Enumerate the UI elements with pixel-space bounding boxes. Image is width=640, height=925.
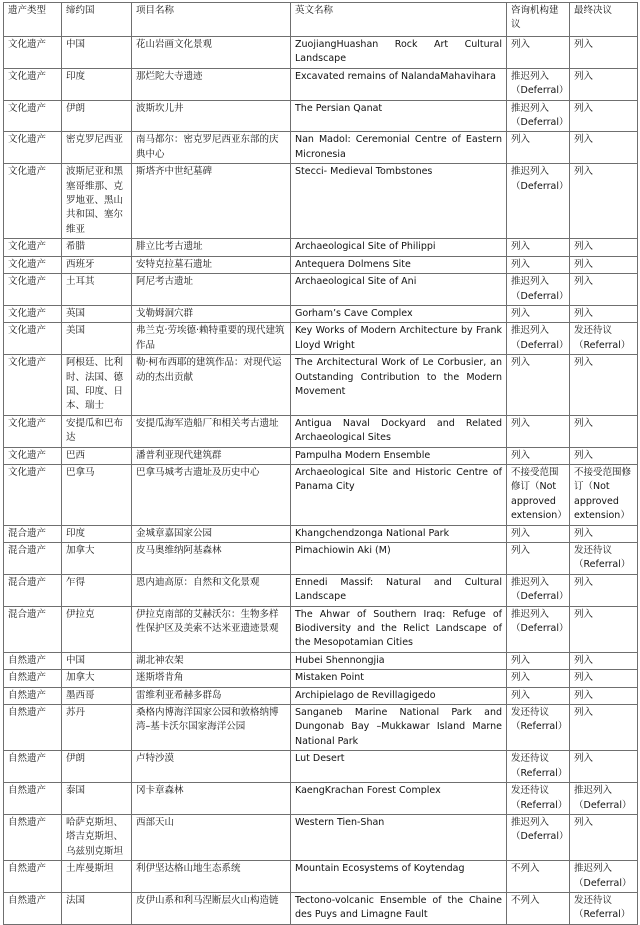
heritage-type-cell: 文化遗产 bbox=[4, 274, 62, 306]
advisory-recommendation-cell: 列入 bbox=[507, 37, 570, 69]
heritage-type-cell: 文化遗产 bbox=[4, 323, 62, 355]
heritage-type-cell: 自然遗产 bbox=[4, 892, 62, 924]
table-row bbox=[4, 274, 638, 306]
site-name-en-cell: Mountain Ecosystems of Koytendag bbox=[291, 861, 507, 893]
site-name-cn-cell: 腓立比考古遗址 bbox=[132, 239, 291, 256]
final-decision-cell: 列入 bbox=[570, 606, 638, 652]
advisory-recommendation-cell: 列入 bbox=[507, 415, 570, 447]
state-party-cell: 加拿大 bbox=[62, 670, 132, 687]
header-final-decision: 最终决议 bbox=[570, 3, 638, 37]
header-site-name-cn: 项目名称 bbox=[132, 3, 291, 37]
site-name-cn-cell: 那烂陀大寺遗迹 bbox=[132, 68, 291, 100]
final-decision-cell: 列入 bbox=[570, 305, 638, 322]
header-advisory-recommendation: 咨询机构建议 bbox=[507, 3, 570, 37]
final-decision-cell: 列入 bbox=[570, 164, 638, 239]
table-row bbox=[4, 164, 638, 239]
site-name-cn-cell: 南马都尔：密克罗尼西亚东部的庆典中心 bbox=[132, 132, 291, 164]
table-row bbox=[4, 783, 638, 815]
state-party-cell: 法国 bbox=[62, 892, 132, 924]
table-row bbox=[4, 256, 638, 273]
table-row bbox=[4, 100, 638, 132]
table-row bbox=[4, 447, 638, 464]
final-decision-cell: 不接受范围修订（Not approved extension） bbox=[570, 464, 638, 525]
state-party-cell: 波斯尼亚和黑塞哥维那、克罗地亚、黑山共和国、塞尔维亚 bbox=[62, 164, 132, 239]
site-name-en-cell: Archaeological Site of Ani bbox=[291, 274, 507, 306]
heritage-type-cell: 自然遗产 bbox=[4, 652, 62, 669]
table-body bbox=[4, 37, 638, 925]
state-party-cell: 安提瓜和巴布达 bbox=[62, 415, 132, 447]
advisory-recommendation-cell: 列入 bbox=[507, 132, 570, 164]
advisory-recommendation-cell: 不列入 bbox=[507, 861, 570, 893]
site-name-cn-cell: 安特克拉墓石遗址 bbox=[132, 256, 291, 273]
advisory-recommendation-cell: 不列入 bbox=[507, 892, 570, 924]
advisory-recommendation-cell: 发还待议（Referral） bbox=[507, 751, 570, 783]
advisory-recommendation-cell: 列入 bbox=[507, 543, 570, 575]
final-decision-cell: 列入 bbox=[570, 574, 638, 606]
site-name-en-cell: Tectono-volcanic Ensemble of the Chaine des Puys and Limagne Fault bbox=[291, 892, 507, 924]
site-name-en-cell: The Ahwar of Southern Iraq: Refuge of Biodiversity and the Relict Landscape of the Mesopotamian Cities bbox=[291, 606, 507, 652]
final-decision-cell: 列入 bbox=[570, 256, 638, 273]
heritage-type-cell: 混合遗产 bbox=[4, 606, 62, 652]
site-name-en-cell: Nan Madol: Ceremonial Centre of Eastern Micronesia bbox=[291, 132, 507, 164]
final-decision-cell: 发还待议（Referral） bbox=[570, 543, 638, 575]
final-decision-cell: 列入 bbox=[570, 447, 638, 464]
heritage-type-cell: 文化遗产 bbox=[4, 415, 62, 447]
table-row bbox=[4, 687, 638, 704]
final-decision-cell: 列入 bbox=[570, 652, 638, 669]
header-site-name-en: 英文名称 bbox=[291, 3, 507, 37]
heritage-type-cell: 文化遗产 bbox=[4, 355, 62, 416]
site-name-en-cell: Archaeological Site and Historic Centre of Panama City bbox=[291, 464, 507, 525]
site-name-cn-cell: 弗兰克·劳埃德·赖特重要的现代建筑作品 bbox=[132, 323, 291, 355]
site-name-en-cell: Key Works of Modern Architecture by Frank Lloyd Wright bbox=[291, 323, 507, 355]
site-name-cn-cell: 西部天山 bbox=[132, 814, 291, 860]
site-name-en-cell: ZuojiangHuashan Rock Art Cultural Landscape bbox=[291, 37, 507, 69]
table-row bbox=[4, 543, 638, 575]
state-party-cell: 印度 bbox=[62, 525, 132, 542]
site-name-cn-cell: 恩内迪高原：自然和文化景观 bbox=[132, 574, 291, 606]
site-name-en-cell: Archaeological Site of Philippi bbox=[291, 239, 507, 256]
advisory-recommendation-cell: 列入 bbox=[507, 355, 570, 416]
advisory-recommendation-cell: 推迟列入（Deferral） bbox=[507, 574, 570, 606]
final-decision-cell: 列入 bbox=[570, 751, 638, 783]
state-party-cell: 巴西 bbox=[62, 447, 132, 464]
state-party-cell: 希腊 bbox=[62, 239, 132, 256]
site-name-en-cell: Lut Desert bbox=[291, 751, 507, 783]
advisory-recommendation-cell: 不接受范围修订（Not approved extension） bbox=[507, 464, 570, 525]
site-name-en-cell: Ennedi Massif: Natural and Cultural Landscape bbox=[291, 574, 507, 606]
site-name-en-cell: Stecci- Medieval Tombstones bbox=[291, 164, 507, 239]
state-party-cell: 加拿大 bbox=[62, 543, 132, 575]
advisory-recommendation-cell: 推迟列入（Deferral） bbox=[507, 606, 570, 652]
site-name-en-cell: Western Tien-Shan bbox=[291, 814, 507, 860]
site-name-en-cell: Excavated remains of NalandaMahavihara bbox=[291, 68, 507, 100]
heritage-type-cell: 混合遗产 bbox=[4, 525, 62, 542]
site-name-en-cell: Gorham’s Cave Complex bbox=[291, 305, 507, 322]
advisory-recommendation-cell: 列入 bbox=[507, 305, 570, 322]
table-row bbox=[4, 355, 638, 416]
table-row bbox=[4, 606, 638, 652]
state-party-cell: 阿根廷、比利时、法国、德国、印度、日本、瑞士 bbox=[62, 355, 132, 416]
site-name-cn-cell: 安提瓜海军造船厂和相关考古遗址 bbox=[132, 415, 291, 447]
heritage-type-cell: 文化遗产 bbox=[4, 37, 62, 69]
state-party-cell: 伊拉克 bbox=[62, 606, 132, 652]
final-decision-cell: 列入 bbox=[570, 37, 638, 69]
table-row bbox=[4, 892, 638, 924]
state-party-cell: 哈萨克斯坦、塔吉克斯坦、乌兹别克斯坦 bbox=[62, 814, 132, 860]
heritage-type-cell: 自然遗产 bbox=[4, 783, 62, 815]
site-name-cn-cell: 雷维利亚希赫多群岛 bbox=[132, 687, 291, 704]
heritage-type-cell: 文化遗产 bbox=[4, 100, 62, 132]
table-row bbox=[4, 464, 638, 525]
site-name-cn-cell: 勒·柯布西耶的建筑作品：对现代运动的杰出贡献 bbox=[132, 355, 291, 416]
site-name-en-cell: Khangchendzonga National Park bbox=[291, 525, 507, 542]
heritage-type-cell: 文化遗产 bbox=[4, 132, 62, 164]
site-name-cn-cell: 戈勒姆洞穴群 bbox=[132, 305, 291, 322]
advisory-recommendation-cell: 列入 bbox=[507, 525, 570, 542]
site-name-en-cell: The Architectural Work of Le Corbusier, an Outstanding Contribution to the Modern Movement bbox=[291, 355, 507, 416]
table-row bbox=[4, 305, 638, 322]
advisory-recommendation-cell: 推迟列入（Deferral） bbox=[507, 274, 570, 306]
heritage-type-cell: 文化遗产 bbox=[4, 305, 62, 322]
final-decision-cell: 列入 bbox=[570, 355, 638, 416]
state-party-cell: 中国 bbox=[62, 37, 132, 69]
site-name-en-cell: Archipielago de Revillagigedo bbox=[291, 687, 507, 704]
advisory-recommendation-cell: 推迟列入（Deferral） bbox=[507, 814, 570, 860]
site-name-cn-cell: 皮伊山系和利马涅断层火山构造链 bbox=[132, 892, 291, 924]
final-decision-cell: 发还待议（Referral） bbox=[570, 323, 638, 355]
heritage-type-cell: 文化遗产 bbox=[4, 239, 62, 256]
site-name-cn-cell: 湖北神农架 bbox=[132, 652, 291, 669]
heritage-type-cell: 自然遗产 bbox=[4, 705, 62, 751]
site-name-en-cell: Hubei Shennongjia bbox=[291, 652, 507, 669]
site-name-cn-cell: 斯塔齐中世纪墓碑 bbox=[132, 164, 291, 239]
advisory-recommendation-cell: 列入 bbox=[507, 670, 570, 687]
heritage-type-cell: 自然遗产 bbox=[4, 814, 62, 860]
table-row bbox=[4, 37, 638, 69]
state-party-cell: 印度 bbox=[62, 68, 132, 100]
heritage-type-cell: 文化遗产 bbox=[4, 164, 62, 239]
final-decision-cell: 推迟列入（Deferral） bbox=[570, 783, 638, 815]
site-name-cn-cell: 利伊坚达格山地生态系统 bbox=[132, 861, 291, 893]
site-name-cn-cell: 金城章嘉国家公园 bbox=[132, 525, 291, 542]
site-name-cn-cell: 波斯坎儿井 bbox=[132, 100, 291, 132]
advisory-recommendation-cell: 列入 bbox=[507, 256, 570, 273]
advisory-recommendation-cell: 发还待议（Referral） bbox=[507, 705, 570, 751]
site-name-en-cell: The Persian Qanat bbox=[291, 100, 507, 132]
state-party-cell: 乍得 bbox=[62, 574, 132, 606]
site-name-en-cell: KaengKrachan Forest Complex bbox=[291, 783, 507, 815]
state-party-cell: 西班牙 bbox=[62, 256, 132, 273]
site-name-cn-cell: 潘普利亚现代建筑群 bbox=[132, 447, 291, 464]
table-row bbox=[4, 670, 638, 687]
site-name-en-cell: Pampulha Modern Ensemble bbox=[291, 447, 507, 464]
header-heritage-type: 遗产类型 bbox=[4, 3, 62, 37]
state-party-cell: 巴拿马 bbox=[62, 464, 132, 525]
final-decision-cell: 列入 bbox=[570, 100, 638, 132]
site-name-cn-cell: 卢特沙漠 bbox=[132, 751, 291, 783]
heritage-type-cell: 文化遗产 bbox=[4, 447, 62, 464]
table-row bbox=[4, 652, 638, 669]
state-party-cell: 中国 bbox=[62, 652, 132, 669]
state-party-cell: 泰国 bbox=[62, 783, 132, 815]
site-name-en-cell: Pimachiowin Aki (M) bbox=[291, 543, 507, 575]
heritage-type-cell: 自然遗产 bbox=[4, 670, 62, 687]
site-name-cn-cell: 桑格内博海洋国家公园和敦格纳博湾–基卡沃尔国家海洋公园 bbox=[132, 705, 291, 751]
table-row bbox=[4, 861, 638, 893]
table-row bbox=[4, 323, 638, 355]
final-decision-cell: 列入 bbox=[570, 274, 638, 306]
heritage-table bbox=[3, 2, 638, 925]
final-decision-cell: 列入 bbox=[570, 705, 638, 751]
state-party-cell: 美国 bbox=[62, 323, 132, 355]
state-party-cell: 伊朗 bbox=[62, 100, 132, 132]
advisory-recommendation-cell: 列入 bbox=[507, 652, 570, 669]
advisory-recommendation-cell: 列入 bbox=[507, 687, 570, 704]
site-name-en-cell: Sanganeb Marine National Park and Dungonab Bay –Mukkawar Island Marne National Park bbox=[291, 705, 507, 751]
heritage-type-cell: 文化遗产 bbox=[4, 464, 62, 525]
site-name-cn-cell: 阿尼考古遗址 bbox=[132, 274, 291, 306]
heritage-type-cell: 自然遗产 bbox=[4, 861, 62, 893]
final-decision-cell: 列入 bbox=[570, 670, 638, 687]
final-decision-cell: 列入 bbox=[570, 814, 638, 860]
final-decision-cell: 列入 bbox=[570, 687, 638, 704]
advisory-recommendation-cell: 推迟列入（Deferral） bbox=[507, 164, 570, 239]
table-header-row bbox=[4, 3, 638, 37]
table-row bbox=[4, 132, 638, 164]
site-name-cn-cell: 巴拿马城考古遗址及历史中心 bbox=[132, 464, 291, 525]
final-decision-cell: 列入 bbox=[570, 132, 638, 164]
final-decision-cell: 列入 bbox=[570, 239, 638, 256]
document-page bbox=[3, 2, 637, 925]
heritage-type-cell: 自然遗产 bbox=[4, 687, 62, 704]
table-row bbox=[4, 705, 638, 751]
table-row bbox=[4, 814, 638, 860]
heritage-type-cell: 混合遗产 bbox=[4, 543, 62, 575]
site-name-en-cell: Mistaken Point bbox=[291, 670, 507, 687]
table-row bbox=[4, 415, 638, 447]
state-party-cell: 英国 bbox=[62, 305, 132, 322]
advisory-recommendation-cell: 推迟列入（Deferral） bbox=[507, 323, 570, 355]
site-name-cn-cell: 皮马奥维纳阿基森林 bbox=[132, 543, 291, 575]
heritage-type-cell: 文化遗产 bbox=[4, 256, 62, 273]
final-decision-cell: 发还待议（Referral） bbox=[570, 892, 638, 924]
final-decision-cell: 推迟列入（Deferral） bbox=[570, 861, 638, 893]
state-party-cell: 土耳其 bbox=[62, 274, 132, 306]
final-decision-cell: 列入 bbox=[570, 415, 638, 447]
table-row bbox=[4, 574, 638, 606]
site-name-en-cell: Antigua Naval Dockyard and Related Archaeological Sites bbox=[291, 415, 507, 447]
heritage-type-cell: 混合遗产 bbox=[4, 574, 62, 606]
final-decision-cell: 列入 bbox=[570, 525, 638, 542]
advisory-recommendation-cell: 推迟列入（Deferral） bbox=[507, 100, 570, 132]
final-decision-cell: 列入 bbox=[570, 68, 638, 100]
state-party-cell: 墨西哥 bbox=[62, 687, 132, 704]
advisory-recommendation-cell: 推迟列入（Deferral） bbox=[507, 68, 570, 100]
state-party-cell: 土库曼斯坦 bbox=[62, 861, 132, 893]
table-row bbox=[4, 751, 638, 783]
state-party-cell: 伊朗 bbox=[62, 751, 132, 783]
advisory-recommendation-cell: 列入 bbox=[507, 239, 570, 256]
heritage-type-cell: 文化遗产 bbox=[4, 68, 62, 100]
state-party-cell: 密克罗尼西亚 bbox=[62, 132, 132, 164]
site-name-cn-cell: 迷斯塔肯角 bbox=[132, 670, 291, 687]
table-row bbox=[4, 239, 638, 256]
site-name-en-cell: Antequera Dolmens Site bbox=[291, 256, 507, 273]
state-party-cell: 苏丹 bbox=[62, 705, 132, 751]
advisory-recommendation-cell: 发还待议（Referral） bbox=[507, 783, 570, 815]
advisory-recommendation-cell: 列入 bbox=[507, 447, 570, 464]
table-row bbox=[4, 68, 638, 100]
site-name-cn-cell: 冈卡章森林 bbox=[132, 783, 291, 815]
table-row bbox=[4, 525, 638, 542]
site-name-cn-cell: 花山岩画文化景观 bbox=[132, 37, 291, 69]
header-state-party: 缔约国 bbox=[62, 3, 132, 37]
site-name-cn-cell: 伊拉克南部的艾赫沃尔：生物多样性保护区及美索不达米亚遗迹景观 bbox=[132, 606, 291, 652]
heritage-type-cell: 自然遗产 bbox=[4, 751, 62, 783]
